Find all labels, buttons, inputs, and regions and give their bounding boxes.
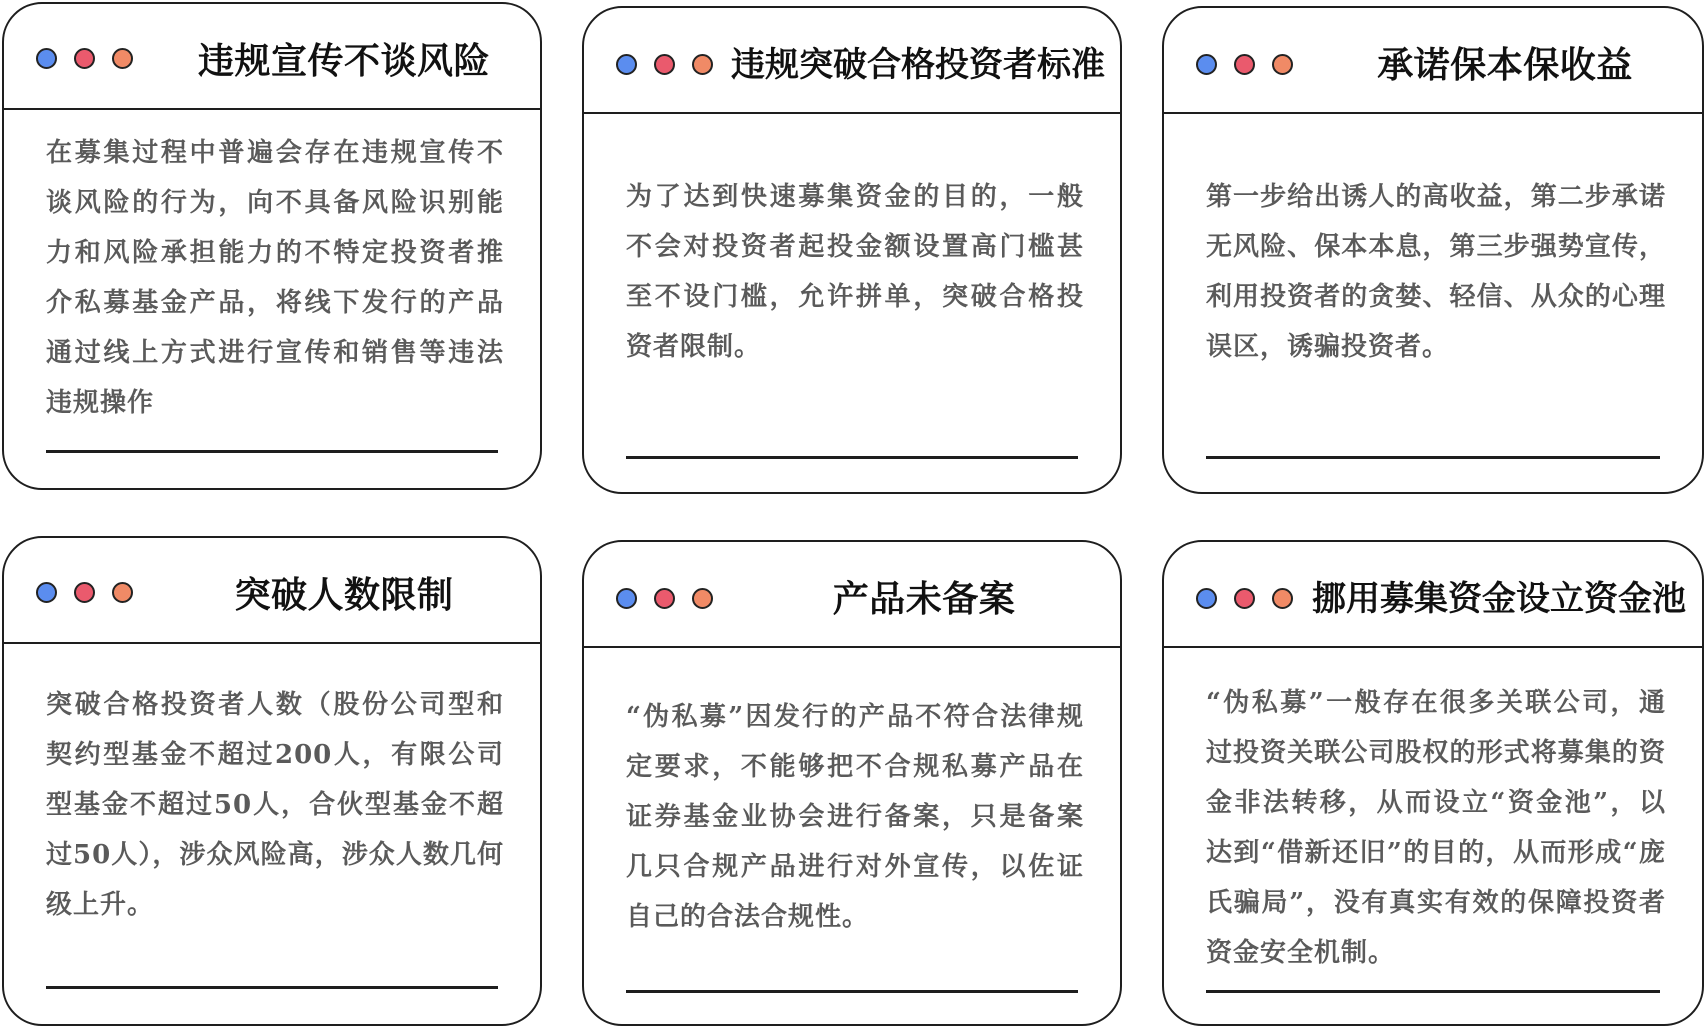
- card-body: 在募集过程中普遍会存在违规宣传不谈风险的行为，向不具备风险识别能力和风险承担能力的不特定投资者推介私募基金产品，将线下发行的产品通过线上方式进行宣传和销售等违法违规操作: [46, 138, 504, 418]
- card-illegal-promotion: [2, 2, 542, 490]
- window-dot-red-icon: [1234, 54, 1255, 75]
- window-dot-orange-icon: [692, 588, 713, 609]
- window-dot-red-icon: [1234, 588, 1255, 609]
- window-dot-red-icon: [654, 54, 675, 75]
- card-body: “伪私募”一般存在很多关联公司，通过投资关联公司股权的形式将募集的资金非法转移，从而设立“资金池”，以达到“借新还旧”的目的，从而形成“庞氏骗局”，没有真实有效的保障投资者资金安全机制。: [1206, 688, 1666, 968]
- window-dot-orange-icon: [112, 48, 133, 69]
- window-dot-orange-icon: [1272, 54, 1293, 75]
- card-body: 突破合格投资者人数（股份公司型和契约型基金不超过200人，有限公司型基金不超过50人，合伙型基金不超过50人），涉众风险高，涉众人数几何级上升。: [46, 690, 504, 920]
- divider-line: [626, 456, 1078, 459]
- divider-line: [1206, 990, 1660, 993]
- window-dot-blue-icon: [36, 48, 57, 69]
- card-body: 第一步给出诱人的高收益，第二步承诺无风险、保本本息，第三步强势宣传，利用投资者的贪婪、轻信、从众的心理误区，诱骗投资者。: [1206, 182, 1666, 362]
- window-dot-red-icon: [654, 588, 675, 609]
- window-dot-blue-icon: [36, 582, 57, 603]
- card-guaranteed-returns: [1162, 6, 1704, 494]
- card-breach-investor-standard: [582, 6, 1122, 494]
- card-header: [1164, 542, 1702, 648]
- window-dot-blue-icon: [616, 54, 637, 75]
- card-header: [4, 4, 540, 110]
- window-dot-red-icon: [74, 582, 95, 603]
- divider-line: [626, 990, 1078, 993]
- card-header: [1164, 8, 1702, 114]
- card-title: 挪用募集资金设立资金池: [1312, 579, 1686, 619]
- window-dot-red-icon: [74, 48, 95, 69]
- window-dot-blue-icon: [1196, 588, 1217, 609]
- window-dot-blue-icon: [616, 588, 637, 609]
- card-header: [584, 542, 1120, 648]
- card-header: [584, 8, 1120, 114]
- divider-line: [1206, 456, 1660, 459]
- card-title: 突破人数限制: [234, 574, 454, 616]
- card-body: 为了达到快速募集资金的目的，一般不会对投资者起投金额设置高门槛甚至不设门槛，允许拼单，突破合格投资者限制。: [626, 182, 1084, 362]
- card-header: [4, 538, 540, 644]
- window-dot-orange-icon: [692, 54, 713, 75]
- card-title: 承诺保本保收益: [1377, 44, 1633, 86]
- card-product-not-filed: [582, 540, 1122, 1026]
- card-title: 违规宣传不谈风险: [197, 40, 490, 82]
- window-dot-orange-icon: [1272, 588, 1293, 609]
- window-dot-orange-icon: [112, 582, 133, 603]
- card-fund-pool-misuse: [1162, 540, 1704, 1026]
- card-title: 产品未备案: [832, 578, 1016, 620]
- window-dot-blue-icon: [1196, 54, 1217, 75]
- divider-line: [46, 450, 498, 453]
- card-breach-investor-count: [2, 536, 542, 1026]
- card-title: 违规突破合格投资者标准: [731, 45, 1105, 85]
- card-body: “伪私募”因发行的产品不符合法律规定要求，不能够把不合规私募产品在证券基金业协会进行备案，只是备案几只合规产品进行对外宣传，以佐证自己的合法合规性。: [626, 702, 1084, 932]
- divider-line: [46, 986, 498, 989]
